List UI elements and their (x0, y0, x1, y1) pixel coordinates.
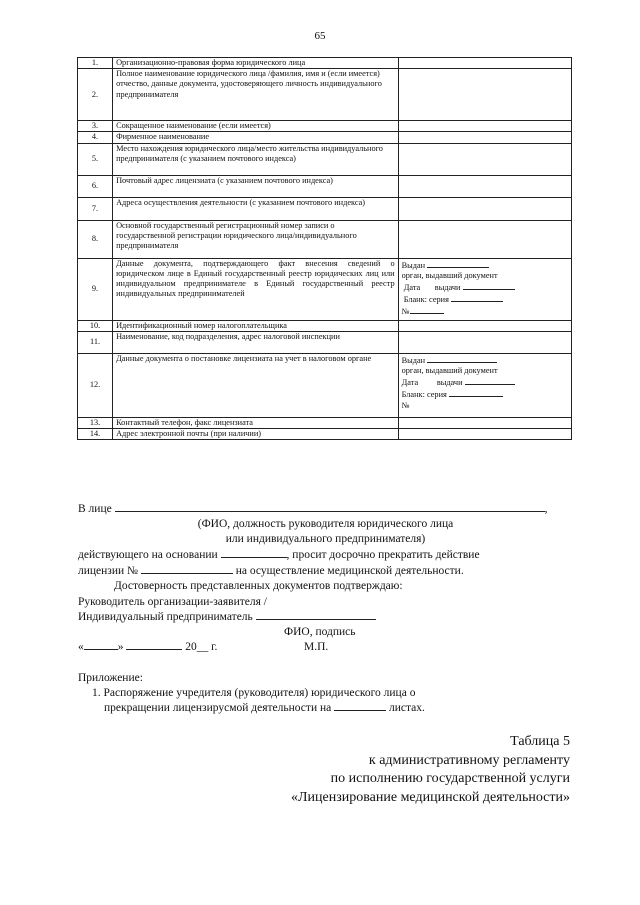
row-number: 10. (78, 320, 113, 331)
v-litse-label: В лице (78, 503, 112, 515)
month-blank (126, 641, 182, 650)
table-row (78, 121, 572, 132)
table5-title: Таблица 5 (510, 734, 570, 749)
series-blank (449, 388, 503, 397)
license-number-blank (141, 565, 233, 574)
table-row (78, 258, 572, 320)
head-label-1: Руководитель организации-заявителя / (78, 596, 267, 608)
row-label: Почтовый адрес лицензиата (с указанием почтового индекса) (113, 175, 399, 197)
table-row (78, 58, 572, 69)
date-blank (465, 376, 515, 385)
day-blank (84, 641, 118, 650)
row-number: 3. (78, 121, 113, 132)
number-label: № (401, 400, 410, 410)
comma: , (544, 503, 548, 515)
row-label: Фирменное наименование (113, 132, 399, 143)
row-number: 6. (78, 175, 113, 197)
table5-line-3: по исполнению государственной услуги (330, 771, 570, 786)
row-value-cell (398, 143, 571, 175)
signature-blank (256, 611, 376, 620)
row-label: Адрес электронной почты (при наличии) (113, 429, 399, 440)
table5-line-2: к административному регламенту (368, 752, 570, 768)
row-value-cell (398, 429, 571, 440)
row-number: 4. (78, 132, 113, 143)
table-row (78, 320, 572, 331)
date-close-quote: » (117, 641, 124, 653)
table-row (78, 331, 572, 353)
sheets-label: листах. (388, 702, 425, 714)
series-blank (451, 293, 503, 302)
table-row (78, 175, 572, 197)
row-number: 7. (78, 197, 113, 220)
license-purpose-text: на осуществление медицинской деятельности. (235, 565, 464, 577)
table-row (78, 220, 572, 258)
issued-label: Выдан (401, 355, 426, 365)
blank-series-label: Бланк: серия (403, 295, 449, 305)
date-word: выдачи (434, 283, 461, 293)
row-value-cell (398, 220, 571, 258)
row-number: 14. (78, 429, 113, 440)
row-number: 11. (78, 331, 113, 353)
number-blank (410, 305, 444, 314)
table-row (78, 197, 572, 220)
basis-blank (221, 549, 287, 558)
table-row (78, 132, 572, 143)
row-value-cell (398, 69, 571, 121)
fio-sign-caption: ФИО, подпись (284, 626, 356, 638)
blank-series-label: Бланк: серия (401, 390, 447, 400)
row-value-cell (398, 58, 571, 69)
row-number: 5. (78, 143, 113, 175)
row-label: Контактный телефон, факс лицензиата (113, 417, 399, 428)
row-number: 1. (78, 58, 113, 69)
row-value-cell (398, 197, 571, 220)
organ-label: орган, выдавший документ (401, 270, 498, 280)
row-value-cell (398, 320, 571, 331)
head-label-2: Индивидуальный предприниматель (78, 611, 253, 623)
row-label: Место нахождения юридического лица/место жительства индивидуального предпринимателя (с указанием почтового индекса) (113, 143, 399, 175)
date-open-quote: « (78, 641, 84, 653)
row-label: Основной государственный регистрационный номер записи о государственной регистрации юридического лица/индивидуального предпринимателя (113, 220, 399, 258)
row-value-cell (398, 132, 571, 143)
date-blank (463, 281, 515, 290)
organ-label: орган, выдавший документ (401, 366, 498, 376)
sheets-blank (334, 702, 386, 711)
row-label: Организационно-правовая форма юридического лица (113, 58, 399, 69)
fio-caption-1: (ФИО, должность руководителя юридического лица (197, 518, 454, 530)
row-label: Адреса осуществления деятельности (с указанием почтового индекса) (113, 197, 399, 220)
row-label: Полное наименование юридического лица /фамилия, имя и (если имеется) отчество, данные документа, удостоверяющего личность индивидуального предпринимателя (113, 69, 399, 121)
table-row (78, 353, 572, 417)
row-number: 8. (78, 220, 113, 258)
request-text: , просит досрочно прекратить действие (286, 549, 480, 561)
row-number: 13. (78, 417, 113, 428)
date-label: Дата (401, 378, 419, 388)
license-info-table (77, 57, 572, 440)
row-label: Наименование, код подразделения, адрес налоговой инспекции (113, 331, 399, 353)
table-row (78, 429, 572, 440)
row-value-cell (398, 331, 571, 353)
row-label: Идентификационный номер налогоплательщика (113, 320, 399, 331)
row-label: Данные документа, подтверждающего факт внесения сведений о юридическом лице в Единый государственный реестр юридических лиц или индивидуальном предпринимателе в Единый государственный реестр индивидуальных предпринимателей (113, 258, 399, 320)
fio-caption-2: или индивидуального предпринимателя) (225, 533, 426, 545)
row-value-cell (398, 121, 571, 132)
row-value-cell (398, 258, 571, 320)
issued-label: Выдан (401, 260, 426, 270)
row-value-cell (398, 417, 571, 428)
acting-basis-label: действующего на основании (78, 549, 218, 561)
date-label: Дата (403, 283, 421, 293)
date-word: выдачи (436, 378, 463, 388)
row-label: Данные документа о постановке лицензиата на учет в налоговом органе (113, 353, 399, 417)
confirm-text: Достоверность представленных документов подтверждаю: (114, 580, 403, 592)
seal-mark: М.П. (304, 641, 329, 653)
row-value-cell (398, 353, 571, 417)
appendix-item-2: прекращении лицензирусмой деятельности на (104, 702, 332, 714)
page-number: 65 (314, 30, 326, 42)
row-value-cell (398, 175, 571, 197)
table-row (78, 69, 572, 121)
representative-blank (115, 503, 545, 512)
table5-line-4: «Лицензирование медицинской деятельности» (291, 789, 570, 805)
row-number: 12. (78, 353, 113, 417)
row-label: Сокращенное наименование (если имеется) (113, 121, 399, 132)
number-label: № (401, 307, 410, 317)
year-text: 20__ г. (185, 641, 218, 653)
appendix-item-1: 1. Распоряжение учредителя (руководителя) юридического лица о (92, 687, 416, 699)
row-number: 2. (78, 69, 113, 121)
appendix-title: Приложение: (78, 672, 143, 684)
license-number-label: лицензии № (78, 565, 139, 577)
table5-heading (291, 733, 570, 807)
table-row (78, 143, 572, 175)
row-number: 9. (78, 258, 113, 320)
table-row (78, 417, 572, 428)
issued-blank (427, 259, 489, 268)
issued-blank (427, 354, 497, 363)
